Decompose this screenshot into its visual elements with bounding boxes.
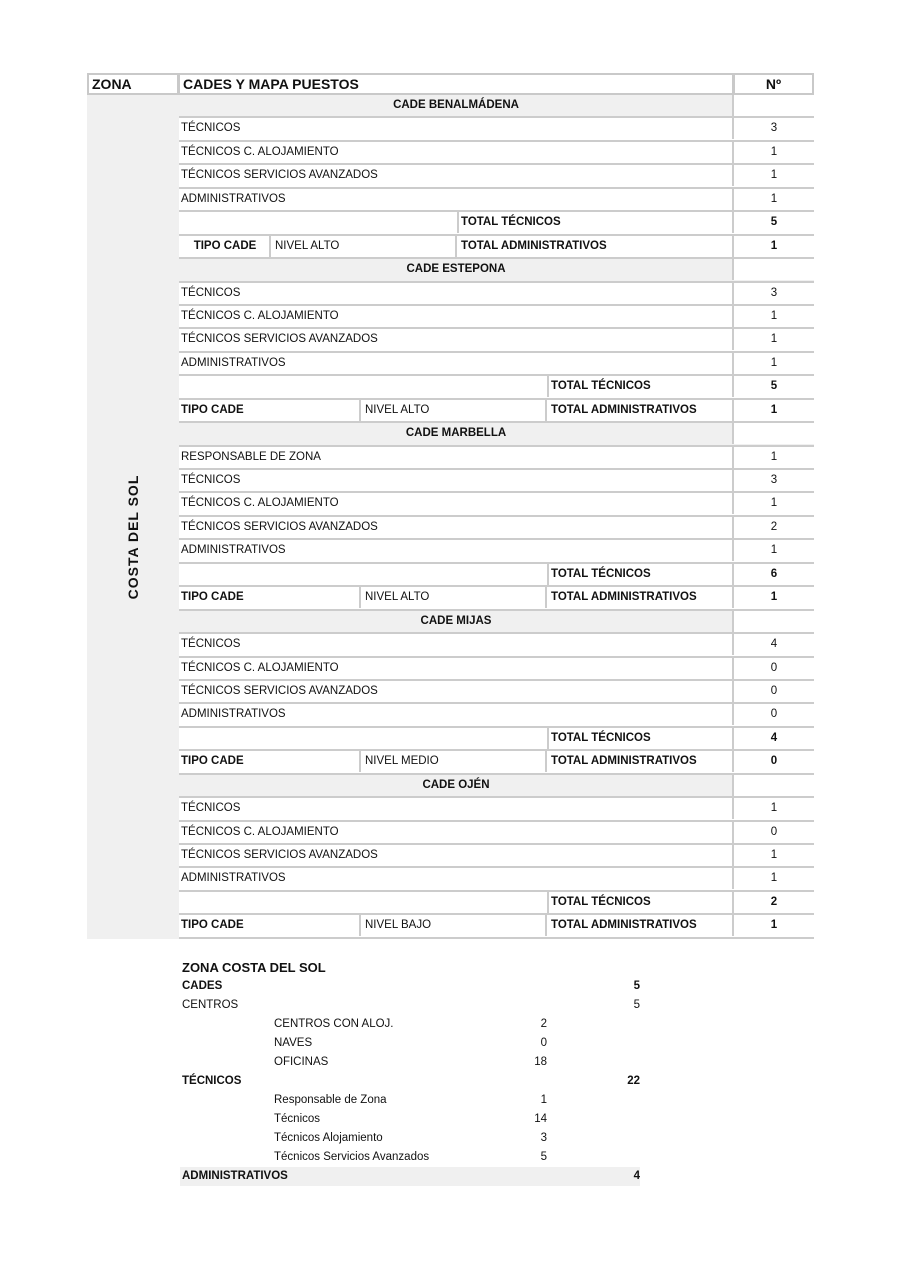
position-label: RESPONSABLE DE ZONA <box>181 450 321 463</box>
position-count: 2 <box>732 517 814 538</box>
empty-cell <box>179 564 549 585</box>
tipo-cade-row <box>179 751 814 774</box>
position-label: TÉCNICOS SERVICIOS AVANZADOS <box>181 520 378 533</box>
position-count: 1 <box>732 798 814 819</box>
position-label: ADMINISTRATIVOS <box>181 872 286 885</box>
tipo-cade-row <box>179 400 814 423</box>
position-count: 1 <box>732 142 814 163</box>
table-row <box>179 681 814 704</box>
summary-item-label: NAVES <box>274 1037 313 1049</box>
cade-rows <box>179 95 814 939</box>
position-count: 4 <box>732 634 814 655</box>
header-zona: ZONA <box>87 73 179 95</box>
position-count: 3 <box>732 283 814 304</box>
total-tecnicos-label: TOTAL TÉCNICOS <box>551 567 651 580</box>
header-num: Nº <box>733 73 814 95</box>
table-row <box>179 447 814 470</box>
summary-title: ZONA COSTA DEL SOL <box>182 960 326 975</box>
cade-name: CADE ESTEPONA <box>406 263 506 276</box>
cade-header-row <box>179 611 814 634</box>
total-tecnicos-label: TOTAL TÉCNICOS <box>551 731 651 744</box>
table-row <box>179 493 814 516</box>
table-row <box>179 165 814 188</box>
table-row <box>179 470 814 493</box>
summary-item-label: OFICINAS <box>274 1056 329 1068</box>
summary-item-label: Técnicos <box>274 1113 321 1125</box>
position-label: TÉCNICOS SERVICIOS AVANZADOS <box>181 333 378 346</box>
total-tecnicos-value: 5 <box>732 376 814 397</box>
position-label: TÉCNICOS C. ALOJAMIENTO <box>181 661 339 674</box>
total-tecnicos-row <box>179 376 814 399</box>
zone-column <box>87 95 179 939</box>
position-count: 3 <box>732 118 814 139</box>
total-tecnicos-label: TOTAL TÉCNICOS <box>551 380 651 393</box>
position-count: 0 <box>732 704 814 725</box>
position-count: 0 <box>732 822 814 843</box>
position-label: TÉCNICOS SERVICIOS AVANZADOS <box>181 169 378 182</box>
total-admin-value: 1 <box>732 915 814 936</box>
total-admin-value: 0 <box>732 751 814 772</box>
summary-item-value: 2 <box>540 1018 547 1030</box>
position-count: 1 <box>732 189 814 210</box>
table-row <box>179 845 814 868</box>
cade-num-cell <box>732 259 814 280</box>
table-row <box>179 189 814 212</box>
table-row <box>179 540 814 563</box>
position-count: 1 <box>732 353 814 374</box>
summary-item-label: Técnicos Alojamiento <box>274 1132 383 1144</box>
cade-header-row <box>179 95 814 118</box>
position-label: TÉCNICOS C. ALOJAMIENTO <box>181 825 339 838</box>
tipo-cade-level: NIVEL MEDIO <box>363 751 547 772</box>
table-row <box>179 634 814 657</box>
position-count: 1 <box>732 447 814 468</box>
summary-item-value: 1 <box>540 1094 547 1106</box>
summary-centros-value: 5 <box>633 999 640 1011</box>
position-label: ADMINISTRATIVOS <box>181 708 286 721</box>
empty-cell <box>179 728 549 749</box>
summary-item-value: 0 <box>540 1037 547 1049</box>
tipo-cade-label: TIPO CADE <box>179 915 361 936</box>
cade-name: CADE MARBELLA <box>405 427 507 440</box>
header-cades: CADES Y MAPA PUESTOS <box>178 73 734 95</box>
position-label: TÉCNICOS <box>181 122 241 135</box>
position-count: 1 <box>732 329 814 350</box>
total-tecnicos-value: 5 <box>732 212 814 233</box>
cade-num-cell <box>732 95 814 116</box>
table-row <box>179 822 814 845</box>
table-row <box>179 306 814 329</box>
total-tecnicos-value: 6 <box>732 564 814 585</box>
position-label: TÉCNICOS <box>181 802 241 815</box>
tipo-cade-level: NIVEL ALTO <box>271 236 457 257</box>
position-label: TÉCNICOS C. ALOJAMIENTO <box>181 497 339 510</box>
total-tecnicos-row <box>179 892 814 915</box>
tipo-cade-label: TIPO CADE <box>179 587 361 608</box>
tipo-cade-level: NIVEL ALTO <box>363 587 547 608</box>
position-count: 1 <box>732 306 814 327</box>
position-label: ADMINISTRATIVOS <box>181 192 286 205</box>
position-count: 3 <box>732 470 814 491</box>
zone-label: COSTA DEL SOL <box>125 474 141 600</box>
table-row <box>179 658 814 681</box>
table-row <box>179 798 814 821</box>
total-tecnicos-row <box>179 564 814 587</box>
total-tecnicos-row <box>179 728 814 751</box>
cade-header-row <box>179 259 814 282</box>
tipo-cade-level: NIVEL ALTO <box>363 400 547 421</box>
cade-name: CADE MIJAS <box>420 614 492 627</box>
cade-num-cell <box>732 775 814 796</box>
summary-tecnicos-label: TÉCNICOS <box>182 1075 242 1087</box>
position-label: TÉCNICOS <box>181 638 241 651</box>
position-label: TÉCNICOS <box>181 474 241 486</box>
summary-item-value: 3 <box>540 1132 547 1144</box>
staff-table <box>87 73 814 939</box>
cade-header-row <box>179 423 814 446</box>
empty-cell <box>179 376 549 397</box>
total-admin-label: TOTAL ADMINISTRATIVOS <box>551 755 697 768</box>
total-tecnicos-label: TOTAL TÉCNICOS <box>461 216 561 229</box>
position-count: 1 <box>732 868 814 889</box>
total-tecnicos-row <box>179 212 814 235</box>
total-admin-label: TOTAL ADMINISTRATIVOS <box>461 239 607 252</box>
position-count: 0 <box>732 658 814 679</box>
total-tecnicos-value: 2 <box>732 892 814 913</box>
summary-cades-value: 5 <box>633 980 640 992</box>
table-row <box>179 704 814 727</box>
summary-admin-label: ADMINISTRATIVOS <box>182 1170 288 1182</box>
tipo-cade-row <box>179 915 814 938</box>
tipo-cade-level: NIVEL BAJO <box>363 915 547 936</box>
summary-item-value: 5 <box>540 1151 547 1163</box>
zone-summary <box>180 958 640 1186</box>
total-admin-label: TOTAL ADMINISTRATIVOS <box>551 919 697 932</box>
table-row <box>179 118 814 141</box>
summary-admin-value: 4 <box>633 1170 640 1182</box>
position-label: TÉCNICOS C. ALOJAMIENTO <box>181 145 339 158</box>
total-admin-value: 1 <box>732 400 814 421</box>
tipo-cade-row <box>179 236 814 259</box>
table-row <box>179 517 814 540</box>
summary-cades-label: CADES <box>182 980 223 992</box>
position-label: TÉCNICOS SERVICIOS AVANZADOS <box>181 849 378 861</box>
cade-num-cell <box>732 611 814 632</box>
total-tecnicos-value: 4 <box>732 728 814 749</box>
empty-cell <box>179 212 459 233</box>
table-row <box>179 353 814 376</box>
position-count: 1 <box>732 165 814 186</box>
tipo-cade-label: TIPO CADE <box>179 751 361 772</box>
position-count: 0 <box>732 681 814 702</box>
summary-tecnicos-value: 22 <box>627 1075 640 1087</box>
summary-item-value: 18 <box>534 1056 547 1068</box>
position-label: ADMINISTRATIVOS <box>181 544 286 557</box>
position-count: 1 <box>732 493 814 514</box>
empty-cell <box>179 892 549 913</box>
total-admin-label: TOTAL ADMINISTRATIVOS <box>551 403 697 416</box>
cade-name: CADE OJÉN <box>422 778 490 791</box>
total-admin-value: 1 <box>732 587 814 608</box>
cade-name: CADE BENALMÁDENA <box>393 99 519 111</box>
tipo-cade-row <box>179 587 814 610</box>
table-row <box>179 329 814 352</box>
summary-item-value: 14 <box>534 1113 547 1125</box>
summary-item-label: CENTROS CON ALOJ. <box>274 1018 394 1030</box>
table-row <box>179 283 814 306</box>
cade-header-row <box>179 775 814 798</box>
table-row <box>179 142 814 165</box>
tipo-cade-label: TIPO CADE <box>179 236 271 257</box>
position-count: 1 <box>732 845 814 866</box>
total-admin-value: 1 <box>732 236 814 257</box>
position-label: TÉCNICOS <box>181 286 241 299</box>
total-tecnicos-label: TOTAL TÉCNICOS <box>551 895 651 908</box>
position-count: 1 <box>732 540 814 561</box>
cade-num-cell <box>732 423 814 444</box>
table-row <box>179 868 814 891</box>
tipo-cade-label: TIPO CADE <box>179 400 361 421</box>
total-admin-label: TOTAL ADMINISTRATIVOS <box>551 591 697 604</box>
summary-item-label: Técnicos Servicios Avanzados <box>274 1151 430 1163</box>
position-label: ADMINISTRATIVOS <box>181 356 286 369</box>
summary-item-label: Responsable de Zona <box>274 1094 387 1106</box>
position-label: TÉCNICOS C. ALOJAMIENTO <box>181 309 339 322</box>
position-label: TÉCNICOS SERVICIOS AVANZADOS <box>181 684 378 697</box>
summary-centros-label: CENTROS <box>182 999 239 1011</box>
